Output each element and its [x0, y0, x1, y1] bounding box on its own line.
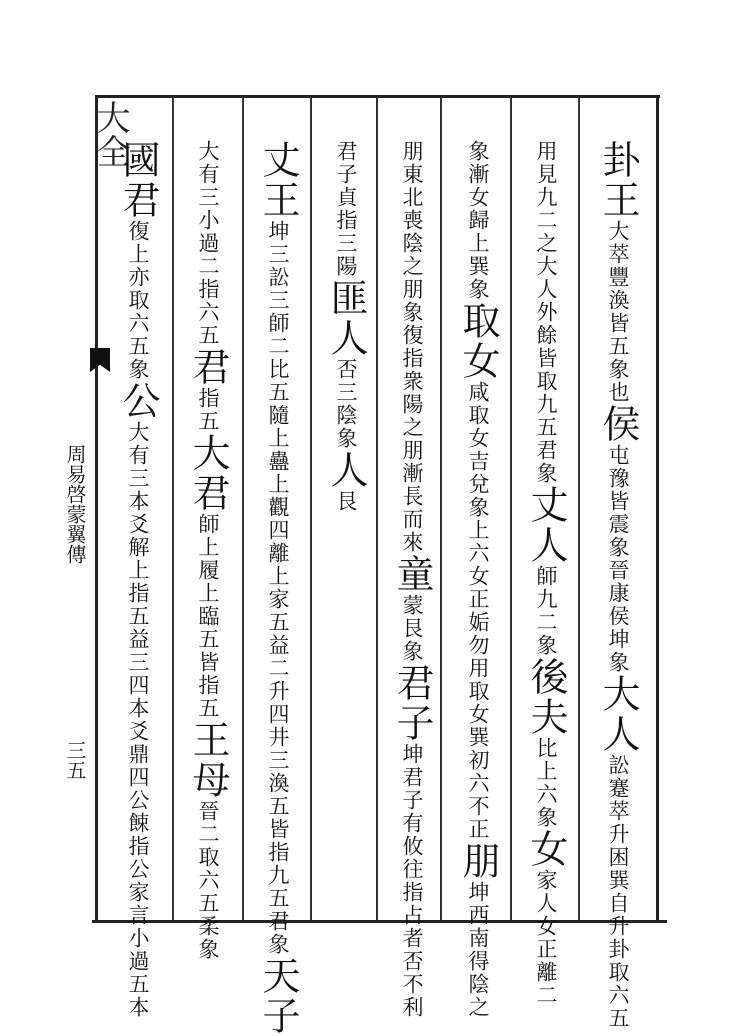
small-annotation: 家人女正離二 — [534, 869, 558, 1007]
small-annotation: 復上亦取六五象 — [126, 220, 150, 381]
side-label-title: 周易啓蒙翼傳 — [63, 444, 87, 564]
small-annotation: 象漸女歸上巽象 — [466, 140, 490, 301]
large-text: 卦王 — [596, 140, 640, 220]
small-annotation: 指五 — [196, 387, 220, 433]
large-text: 女 — [524, 829, 568, 869]
column-rule — [172, 98, 174, 920]
large-text: 匪人 — [324, 278, 368, 358]
small-annotation: 坤西南得陰之 — [466, 881, 490, 1019]
small-annotation: 蒙艮象 — [400, 594, 424, 663]
small-annotation: 否三陰象 — [334, 358, 358, 450]
large-text: 丈人 — [524, 485, 568, 565]
text-column-1 — [590, 140, 646, 1030]
large-text: 丈王 — [256, 140, 300, 220]
large-text: 童 — [390, 554, 434, 594]
small-annotation: 艮 — [334, 490, 358, 513]
text-column-3 — [450, 140, 506, 1019]
large-text: 君 — [186, 347, 230, 387]
column-rule — [376, 98, 378, 920]
large-text: 大人 — [596, 674, 640, 754]
large-text: 天子 — [256, 956, 300, 1036]
text-column-4 — [384, 140, 440, 1019]
frame-right-border — [656, 95, 659, 921]
small-annotation: 坤三訟三師二比五隨上蠱上觀四離上家五益二升四井三渙五皆指九五君象 — [266, 220, 290, 956]
small-annotation: 朋東北喪陰之朋象復指衆陽之朋漸長而來 — [400, 140, 424, 554]
small-annotation: 大有三小過二指六五 — [196, 140, 220, 347]
text-column-7 — [180, 140, 236, 961]
large-text: 大君 — [186, 433, 230, 513]
fish-tail-mark — [90, 348, 110, 372]
large-text: 君子 — [390, 663, 434, 743]
small-annotation: 晉二取六五柔象 — [196, 800, 220, 961]
small-annotation: 師九二象 — [534, 565, 558, 657]
spine-title: 大全 — [90, 100, 130, 168]
large-text: 取女 — [456, 301, 500, 381]
small-annotation: 比上六象 — [534, 737, 558, 829]
text-column-6 — [250, 140, 306, 1036]
column-rule — [310, 98, 312, 920]
small-annotation: 大有三本爻解上指五益三四本爻鼎四公餗指公家言小過五本 — [126, 421, 150, 1019]
large-text: 朋 — [456, 841, 500, 881]
page-number: 三五 — [63, 740, 87, 780]
column-rule — [242, 98, 244, 920]
small-annotation: 師上履上臨五皆指五 — [196, 513, 220, 720]
frame-bottom-border — [92, 920, 667, 923]
large-text: 後夫 — [524, 657, 568, 737]
text-column-5 — [318, 140, 374, 920]
large-text: 人 — [324, 450, 368, 490]
large-text: 侯 — [596, 404, 640, 444]
large-text: 王母 — [186, 720, 230, 800]
small-annotation: 用見九二之大人外餘皆取九五君象 — [534, 140, 558, 485]
small-annotation: 坤君子有攸往指占者否不利 — [400, 743, 424, 1019]
column-rule — [440, 98, 442, 920]
text-column-8 — [110, 140, 166, 1019]
large-text: 公 — [116, 381, 160, 421]
small-annotation: 大萃豐渙皆五象也 — [606, 220, 630, 404]
small-annotation: 咸取女吉兌象上六女正姤勿用取女巽初六不正 — [466, 381, 490, 841]
small-annotation: 屯豫皆震象晉康侯坤象 — [606, 444, 630, 674]
text-column-2 — [518, 140, 574, 1007]
small-annotation: 訟蹇萃升困巽自升卦取六五 — [606, 754, 630, 1030]
large-text: 國君 — [116, 140, 160, 220]
small-annotation: 君子貞指三陽 — [334, 140, 358, 278]
column-rule — [510, 98, 512, 920]
column-rule — [578, 98, 580, 920]
